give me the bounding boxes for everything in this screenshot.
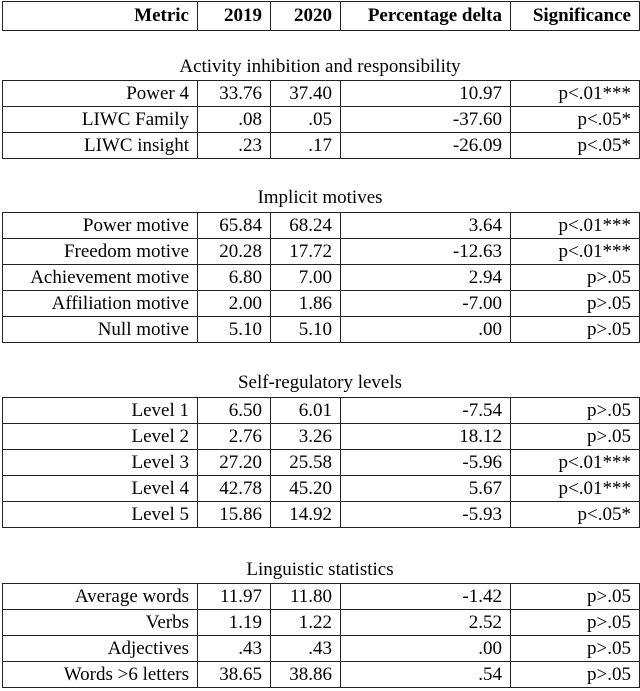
significance-cell: p>.05 xyxy=(511,291,640,317)
table-row xyxy=(3,107,640,133)
significance-cell: p<.01*** xyxy=(511,81,640,107)
metric-cell: Average words xyxy=(3,584,198,610)
value-2019-cell: 27.20 xyxy=(198,450,271,476)
metric-cell: Achievement motive xyxy=(3,265,198,291)
section-table-linguistic-statistics xyxy=(2,583,640,688)
table-row xyxy=(3,584,640,610)
header-row xyxy=(3,2,640,31)
significance-cell: p>.05 xyxy=(511,265,640,291)
delta-cell: -5.93 xyxy=(341,502,511,528)
significance-cell: p>.05 xyxy=(511,584,640,610)
metric-cell: Level 5 xyxy=(3,502,198,528)
metric-cell: LIWC insight xyxy=(3,133,198,159)
value-2019-cell: .23 xyxy=(198,133,271,159)
metric-cell: Null motive xyxy=(3,317,198,343)
value-2020-cell: 25.58 xyxy=(271,450,341,476)
section-title-activity-inhibition: Activity inhibition and responsibility xyxy=(179,56,461,77)
value-2019-cell: 6.80 xyxy=(198,265,271,291)
metric-cell: Level 3 xyxy=(3,450,198,476)
significance-cell: p<.05* xyxy=(511,502,640,528)
header-2019: 2019 xyxy=(198,2,271,31)
table-row xyxy=(3,502,640,528)
table-row xyxy=(3,291,640,317)
section-title-linguistic-statistics: Linguistic statistics xyxy=(246,559,394,580)
value-2019-cell: 1.19 xyxy=(198,610,271,636)
delta-cell: .54 xyxy=(341,662,511,688)
table-row xyxy=(3,424,640,450)
delta-cell: 3.64 xyxy=(341,213,511,239)
significance-cell: p<.01*** xyxy=(511,213,640,239)
table-row xyxy=(3,476,640,502)
section-table-implicit-motives xyxy=(2,212,640,343)
header-significance: Significance xyxy=(511,2,640,31)
metric-cell: Freedom motive xyxy=(3,239,198,265)
delta-cell: 2.94 xyxy=(341,265,511,291)
table-row xyxy=(3,662,640,688)
section-table-self-regulatory-levels xyxy=(2,397,640,528)
value-2020-cell: 7.00 xyxy=(271,265,341,291)
delta-cell: -7.54 xyxy=(341,398,511,424)
value-2020-cell: .17 xyxy=(271,133,341,159)
value-2020-cell: 68.24 xyxy=(271,213,341,239)
table-row xyxy=(3,636,640,662)
header-percentage-delta: Percentage delta xyxy=(341,2,511,31)
delta-cell: 10.97 xyxy=(341,81,511,107)
significance-cell: p>.05 xyxy=(511,662,640,688)
table-row xyxy=(3,213,640,239)
delta-cell: -37.60 xyxy=(341,107,511,133)
value-2019-cell: 15.86 xyxy=(198,502,271,528)
delta-cell: -26.09 xyxy=(341,133,511,159)
delta-cell: 5.67 xyxy=(341,476,511,502)
delta-cell: -5.96 xyxy=(341,450,511,476)
table-row xyxy=(3,610,640,636)
value-2019-cell: 6.50 xyxy=(198,398,271,424)
value-2019-cell: 38.65 xyxy=(198,662,271,688)
metric-cell: LIWC Family xyxy=(3,107,198,133)
value-2020-cell: 38.86 xyxy=(271,662,341,688)
metric-cell: Verbs xyxy=(3,610,198,636)
value-2020-cell: 1.22 xyxy=(271,610,341,636)
value-2019-cell: 33.76 xyxy=(198,81,271,107)
value-2019-cell: 5.10 xyxy=(198,317,271,343)
value-2020-cell: 1.86 xyxy=(271,291,341,317)
metric-cell: Level 4 xyxy=(3,476,198,502)
significance-cell: p>.05 xyxy=(511,610,640,636)
value-2019-cell: .43 xyxy=(198,636,271,662)
delta-cell: .00 xyxy=(341,636,511,662)
significance-cell: p>.05 xyxy=(511,424,640,450)
table-row xyxy=(3,133,640,159)
delta-cell: 2.52 xyxy=(341,610,511,636)
metric-cell: Level 1 xyxy=(3,398,198,424)
header-metric: Metric xyxy=(3,2,198,31)
delta-cell: 18.12 xyxy=(341,424,511,450)
delta-cell: -1.42 xyxy=(341,584,511,610)
table-row xyxy=(3,265,640,291)
metric-cell: Level 2 xyxy=(3,424,198,450)
value-2020-cell: 5.10 xyxy=(271,317,341,343)
delta-cell: .00 xyxy=(341,317,511,343)
value-2020-cell: .05 xyxy=(271,107,341,133)
delta-cell: -7.00 xyxy=(341,291,511,317)
delta-cell: -12.63 xyxy=(341,239,511,265)
value-2020-cell: 37.40 xyxy=(271,81,341,107)
value-2019-cell: 20.28 xyxy=(198,239,271,265)
significance-cell: p<.01*** xyxy=(511,239,640,265)
section-table-activity-inhibition xyxy=(2,80,640,159)
value-2020-cell: 17.72 xyxy=(271,239,341,265)
value-2019-cell: 2.76 xyxy=(198,424,271,450)
significance-cell: p>.05 xyxy=(511,636,640,662)
significance-cell: p>.05 xyxy=(511,398,640,424)
value-2019-cell: 65.84 xyxy=(198,213,271,239)
value-2019-cell: 42.78 xyxy=(198,476,271,502)
table-row xyxy=(3,317,640,343)
significance-cell: p<.01*** xyxy=(511,450,640,476)
header-2020: 2020 xyxy=(271,2,341,31)
metric-cell: Power motive xyxy=(3,213,198,239)
value-2020-cell: 6.01 xyxy=(271,398,341,424)
significance-cell: p>.05 xyxy=(511,317,640,343)
metric-cell: Adjectives xyxy=(3,636,198,662)
table-row xyxy=(3,450,640,476)
metric-cell: Words >6 letters xyxy=(3,662,198,688)
value-2020-cell: 3.26 xyxy=(271,424,341,450)
value-2020-cell: 11.80 xyxy=(271,584,341,610)
section-title-self-regulatory-levels: Self-regulatory levels xyxy=(237,372,403,393)
table-row xyxy=(3,398,640,424)
table-row xyxy=(3,239,640,265)
value-2020-cell: 14.92 xyxy=(271,502,341,528)
value-2019-cell: 2.00 xyxy=(198,291,271,317)
value-2020-cell: 45.20 xyxy=(271,476,341,502)
metric-cell: Power 4 xyxy=(3,81,198,107)
significance-cell: p<.05* xyxy=(511,107,640,133)
section-title-implicit-motives: Implicit motives xyxy=(257,187,383,208)
table-row xyxy=(3,81,640,107)
value-2019-cell: .08 xyxy=(198,107,271,133)
value-2020-cell: .43 xyxy=(271,636,341,662)
significance-cell: p<.01*** xyxy=(511,476,640,502)
metric-cell: Affiliation motive xyxy=(3,291,198,317)
value-2019-cell: 11.97 xyxy=(198,584,271,610)
significance-cell: p<.05* xyxy=(511,133,640,159)
header-table xyxy=(2,1,640,31)
